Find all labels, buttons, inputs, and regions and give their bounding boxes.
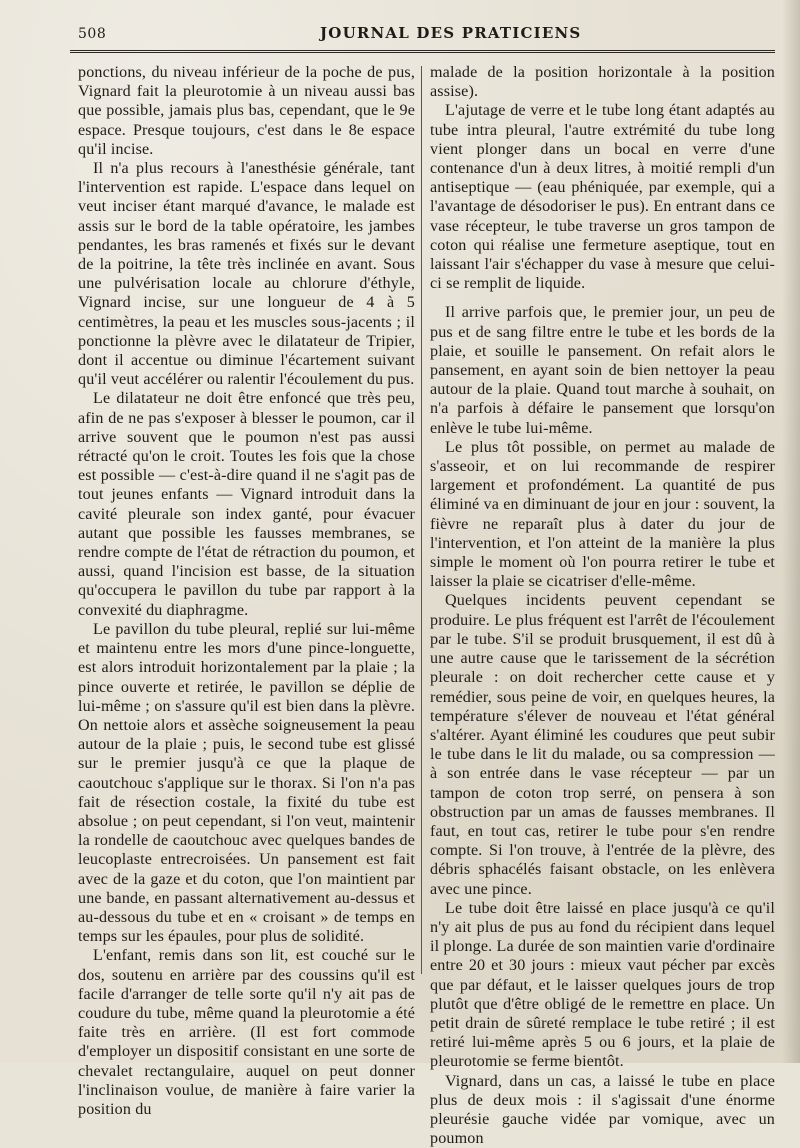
journal-title: JOURNAL DES PRATICIENS <box>320 24 582 42</box>
paragraph: Le pavillon du tube pleural, replié sur lui-même et maintenu entre les mors d'une pince-longuette, est alors introduit horizontalement par la plaie ; la pince ouverte et retirée, le pavillon se déplie de lui-même ; on s'assure qu'il est bien dans la plèvre. On nettoie alors et assèche soigneusement la peau autour de la plaie ; puis, le second tube est glissé sur le premier jusqu'à ce que la plaque de caoutchouc s'applique sur le thorax. Si l'on n'a pas fait de résection costale, la fixité du tube est absolue ; on peut cependant, si l'on veut, maintenir la rondelle de caoutchouc avec quelques bandes de leucoplaste entrecroisées. Un pansement est fait avec de la gaze et du coton, que l'on maintient par une bande, en passant alternativement au-dessus et au-dessous du tube et en « croisant » de temps en temps sur les épaules, pour plus de solidité. <box>78 620 415 946</box>
page-edge-shadow <box>782 0 800 1063</box>
column-divider <box>421 66 422 974</box>
paragraph: Il arrive parfois que, le premier jour, un peu de pus et de sang filtre entre le tube et les bords de la plaie, et souille le pansement. On refait alors le pansement, en ayant soin de bien nettoyer la peau autour de la plaie. Quand tout marche à souhait, on n'a parfois à défaire le pansement que lorsqu'on enlève le tube lui-même. <box>430 304 775 437</box>
paragraph: Il n'a plus recours à l'anesthésie générale, tant l'intervention est rapide. L'espace dans lequel on veut inciser étant marqué d'avance, le malade est assis sur le bord de la table opératoire, les jambes pendantes, les bras ramenés et fixés sur le devant de la poitrine, la tête très inclinée en avant. Sous une pulvérisation locale au chlorure d'éthyle, Vignard incise, sur une longueur de 4 à 5 centimètres, la peau et les muscles sous-jacents ; il ponctionne la plèvre avec le dilatateur de Tripier, dont il accentue ou diminue l'écartement suivant qu'il veut accélérer ou ralentir l'écoulement du pus. <box>78 160 415 389</box>
paragraph: L'ajutage de verre et le tube long étant adaptés au tube intra pleural, l'autre extrémité du tube long vient plonger dans un bocal en verre d'une contenance d'un à deux litres, à moitié rempli d'un antiseptique — (eau phéniquée, par exemple, qui a l'avantage de désodoriser le pus). En entrant dans ce vase récepteur, le tube traverse un gros tampon de coton qui réalise une fermeture aseptique, tout en laissant l'air s'échapper du vase à mesure que celui-ci se remplit de liquide. <box>430 102 775 293</box>
paragraph: Vignard, dans un cas, a laissé le tube en place plus de deux mois : il s'agissait d'une énorme pleurésie gauche vidée par vomique, avec un poumon <box>430 1072 775 1148</box>
header-rule <box>70 50 775 53</box>
page-number: 508 <box>78 26 107 42</box>
paragraph: Quelques incidents peuvent cependant se produire. Le plus fréquent est l'arrêt de l'écoulement par le tube. S'il se produit brusquement, il est dû à une autre cause que le tarissement de la sécrétion pleurale : on doit rechercher cette cause et y remédier, sous peine de voir, en quelques heures, la température s'élever de nouveau et l'état général s'altérer. Ayant éliminé les coudures que peut subir le tube dans le lit du malade, ou sa compression — à son entrée dans le vase récepteur — par un tampon de coton trop serré, on pensera à son obstruction par un amas de fausses membranes. Il faut, en tout cas, retirer le tube pour s'en rendre compte. Si l'on trouve, à l'entrée de la plèvre, des débris sphacélés faisant obstacle, on les enlèvera avec une pince. <box>430 592 775 898</box>
paragraph: malade de la position horizontale à la position assise). <box>430 64 775 101</box>
left-column <box>78 63 415 1119</box>
paragraph: Le tube doit être laissé en place jusqu'à ce qu'il n'y ait plus de pus au fond du récipient dans lequel il plonge. La durée de son maintien varie d'ordinaire entre 20 et 30 jours : mieux vaut pécher par excès que par défaut, et le laisser quelques jours de trop plutôt que d'être obligé de le remettre en place. Un petit drain de sûreté remplace le tube retiré ; il est retiré lui-même après 5 ou 6 jours, et la plaie de pleurotomie se ferme bientôt. <box>430 899 775 1071</box>
paragraph: Le plus tôt possible, on permet au malade de s'asseoir, et on lui recommande de respirer largement et profondément. La quantité de pus éliminé va en diminuant de jour en jour : souvent, la fièvre ne reparaît plus à dater du jour de l'intervention, et l'on atteint de la manière la plus simple le moment où l'on pourra retirer le tube et laisser la plaie se cicatriser d'elle-même. <box>430 438 775 591</box>
page-header <box>70 22 775 46</box>
paragraph: Le dilatateur ne doit être enfoncé que très peu, afin de ne pas s'exposer à blesser le poumon, car il arrive souvent que le poumon n'est pas aussi rétracté qu'on le croit. Toutes les fois que la chose est possible — c'est-à-dire quand il ne s'agit pas de tout jeunes enfants — Vignard introduit dans la cavité pleurale son index ganté, pour évacuer autant que possible les fausses membranes, se rendre compte de l'état de rétraction du poumon, et aussi, quand l'incision est basse, de la situation qu'occupera le pavillon du tube par rapport à la convexité du diaphragme. <box>78 390 415 619</box>
paragraph: L'enfant, remis dans son lit, est couché sur le dos, soutenu en arrière par des coussins qu'il est facile d'arranger de telle sorte qu'il n'y ait pas de coudure du tube, même quand la pleurotomie a été faite très en arrière. (Il est fort commode d'employer un dispositif consistant en une sorte de chevalet rectangulaire, auquel on peut donner l'inclinaison voulue, de manière à faire varier la position du <box>78 947 415 1118</box>
right-column <box>430 63 775 1148</box>
paragraph: ponctions, du niveau inférieur de la poche de pus, Vignard fait la pleurotomie à un niveau aussi bas que possible, jamais plus bas, cependant, que le 9e espace. Presque toujours, c'est dans le 8e espace qu'il incise. <box>78 64 415 158</box>
